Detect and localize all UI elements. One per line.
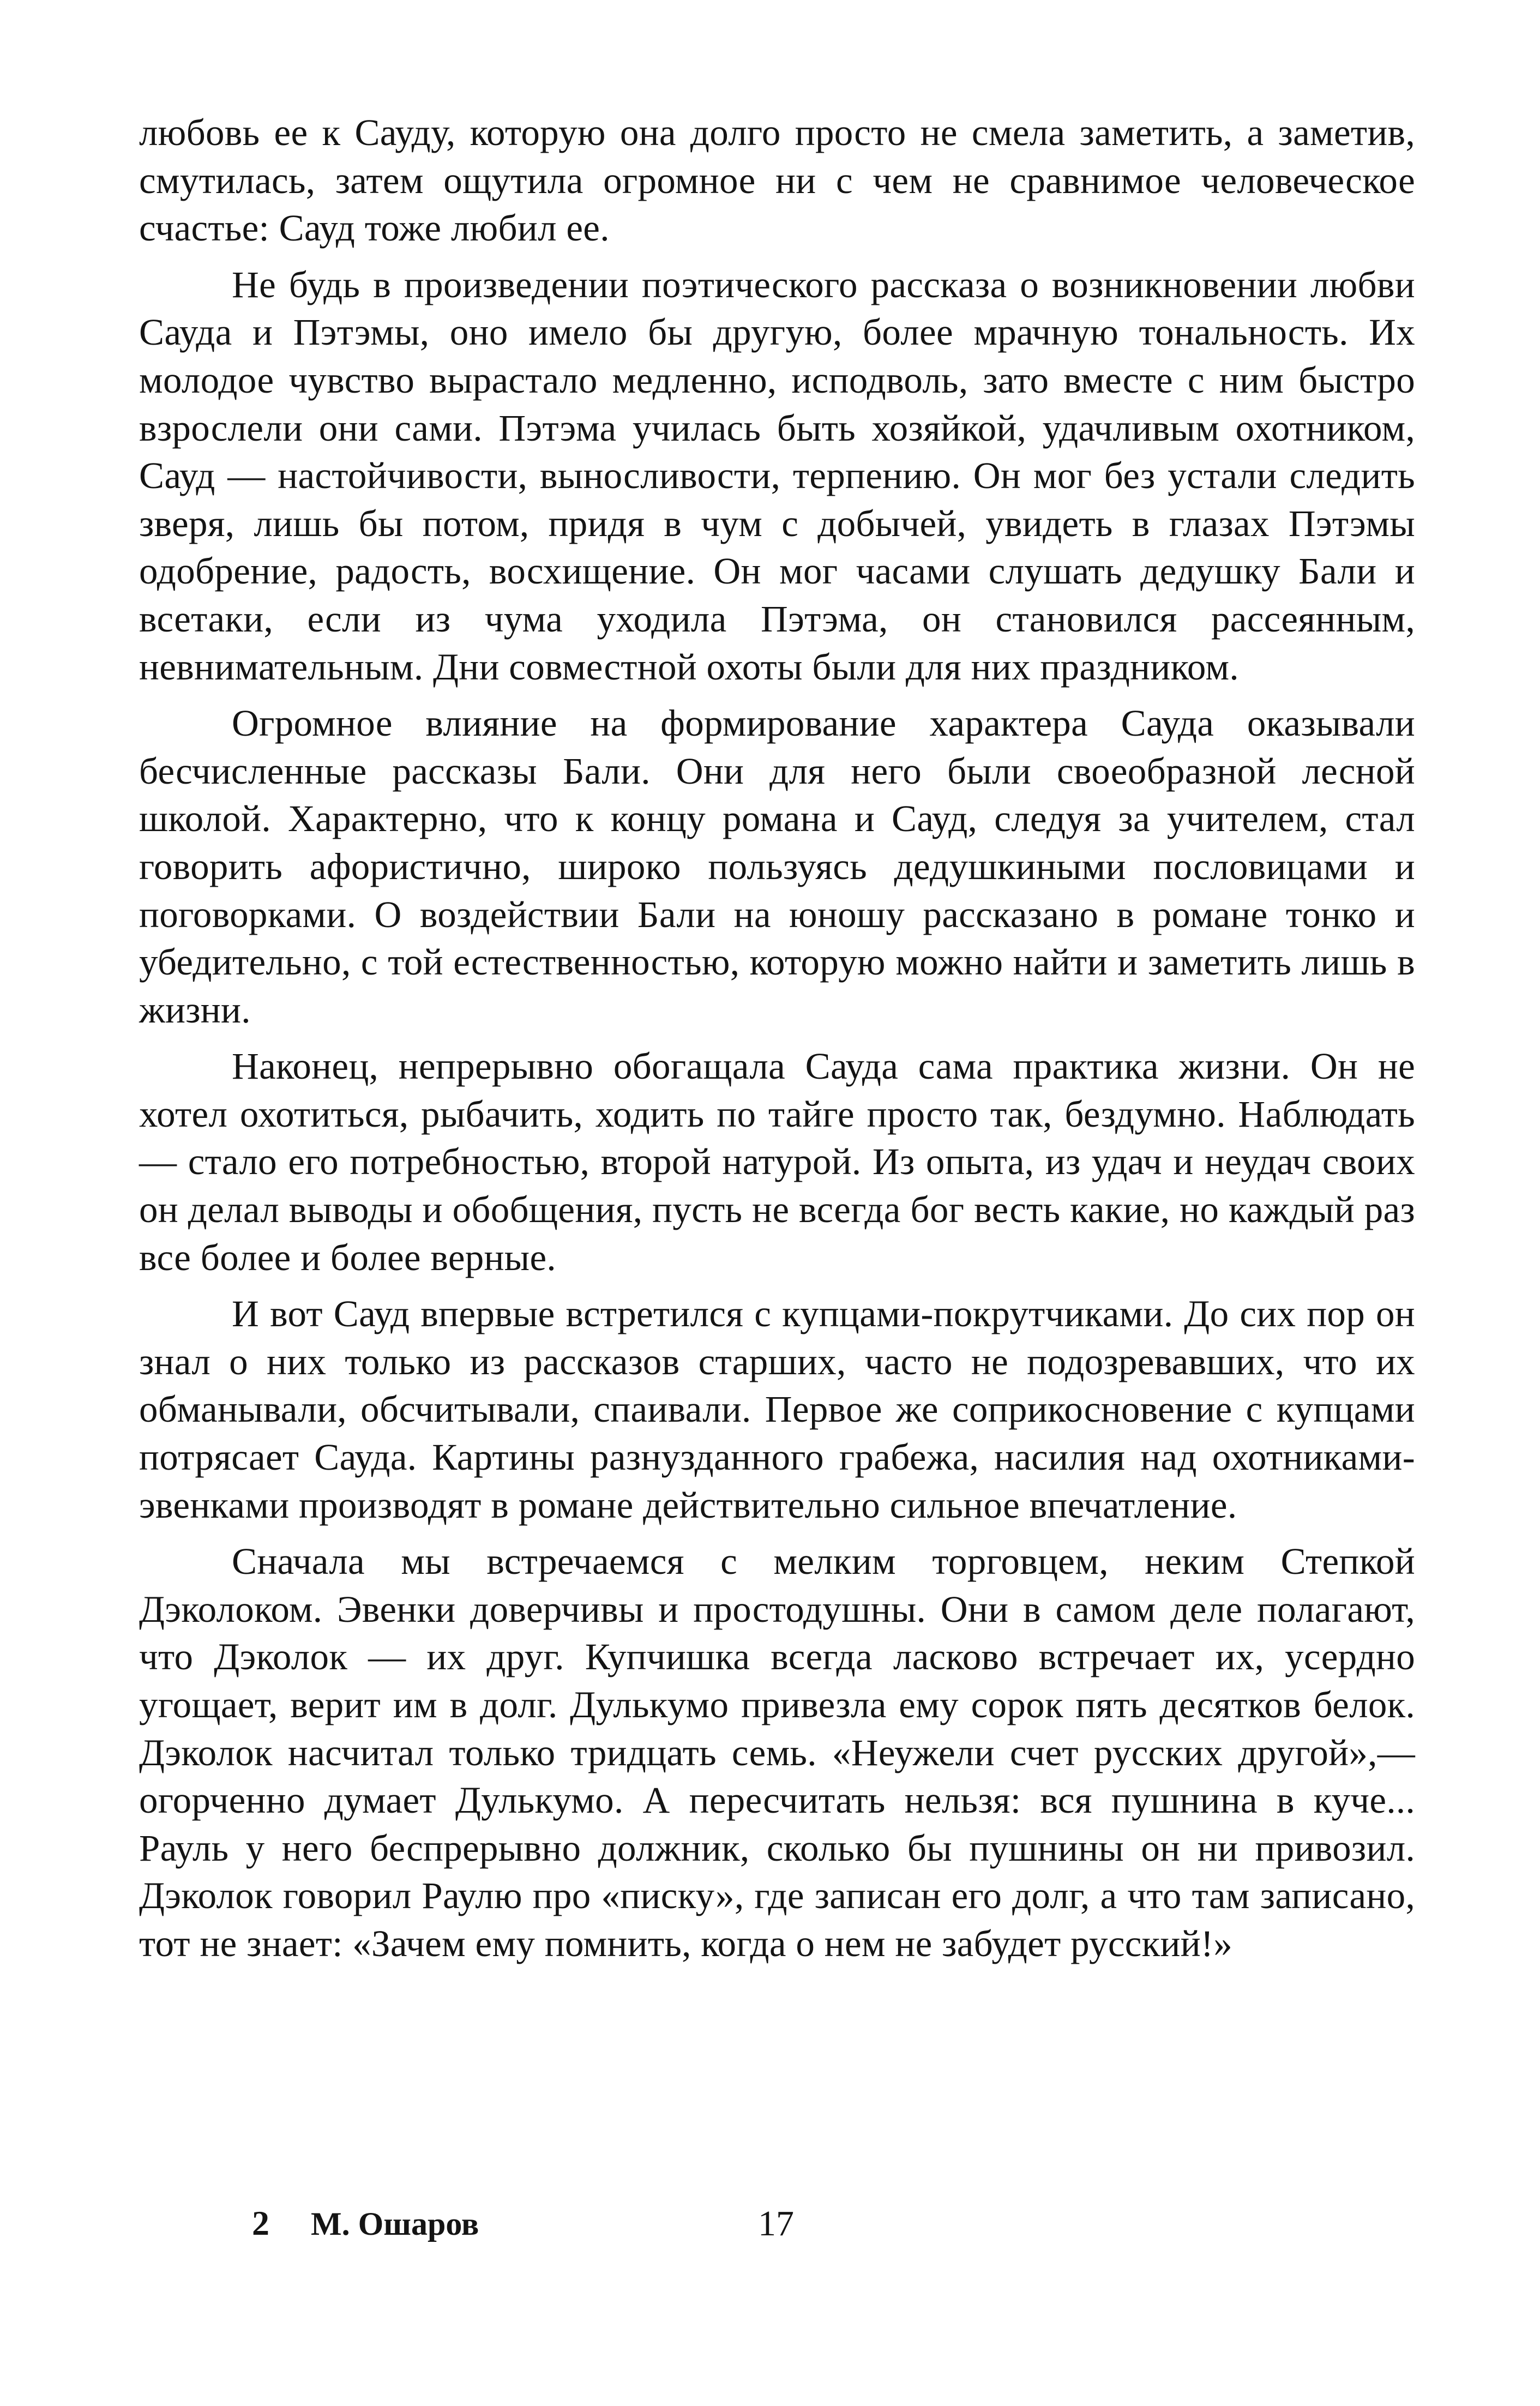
signature-number: 2 <box>252 2204 269 2242</box>
page-number: 17 <box>758 2204 794 2243</box>
paragraph: И вот Сауд впервые встретился с купцами-покрутчиками. До сих пор он знал о них только из рассказов старших, часто не подозревавших, что их обманывали, обсчитывали, спаивали. Первое же соприкосновение с купцами потрясает Сауда. Картины разнузданного грабежа, насилия над охотниками-эвенками производят в романе действительно сильное впечатление. <box>139 1293 1415 1526</box>
body-text <box>139 109 1415 1977</box>
signature-title: М. Ошаров <box>311 2206 479 2242</box>
paragraph: Наконец, непрерывно обогащала Сауда сама практика жизни. Он не хотел охотиться, рыбачить, ходить по тайге просто так, бездумно. Наблюдать — стало его потребностью, второй натурой. Из опыта, из удач и неудач своих он делал выводы и обобщения, пусть не всегда бог весть какие, но каждый раз все более и более верные. <box>139 1045 1415 1278</box>
page-footer <box>0 2203 1540 2269</box>
paragraph: Не будь в произведении поэтического рассказа о возникновении любви Сауда и Пэтэмы, оно имело бы другую, более мрачную тональность. Их молодое чувство вырастало медленно, исподволь, зато вместе с ним быстро взрослели они сами. Пэтэма училась быть хозяйкой, удачливым охотником, Сауд — настойчивости, выносливости, терпению. Он мог без устали следить зверя, лишь бы потом, придя в чум с добычей, увидеть в глазах Пэтэмы одобрение, радость, восхищение. Он мог часами слушать дедушку Бали и всетаки, если из чума уходила Пэтэма, он становился рассеянным, невнимательным. Дни совместной охоты были для них праздником. <box>139 263 1415 688</box>
paragraph-continuation: любовь ее к Сауду, которую она долго просто не смела заметить, а заметив, смутилась, затем ощутила огромное ни с чем не сравнимое человеческое счастье: Сауд тоже любил ее. <box>139 112 1415 249</box>
paragraph: Огромное влияние на формирование характера Сауда оказывали бесчисленные рассказы Бали. Они для него были своеобразной лесной школой. Характерно, что к концу романа и Сауд, следуя за учителем, стал говорить афористично, широко пользуясь дедушкиными пословицами и поговорками. О воздействии Бали на юношу рассказано в романе тонко и убедительно, с той естественностью, которую можно найти и заметить лишь в жизни. <box>139 702 1415 1031</box>
paragraph: Сначала мы встречаемся с мелким торговцем, неким Степкой Дэколоком. Эвенки доверчивы и простодушны. Они в самом деле полагают, что Дэколок — их друг. Купчишка всегда ласково встречает их, усердно угощает, верит им в долг. Дулькумо привезла ему сорок пять десятков белок. Дэколок насчитал только тридцать семь. «Неужели счет русских другой»,— огорченно думает Дулькумо. А пересчитать нельзя: вся пушнина в куче... Рауль у него беспрерывно должник, сколько бы пушнины он ни привозил. Дэколок говорил Раулю про «писку», где записан его долг, а что там записано, тот не знает: «Зачем ему помнить, когда о нем не забудет русский!» <box>139 1541 1415 1964</box>
